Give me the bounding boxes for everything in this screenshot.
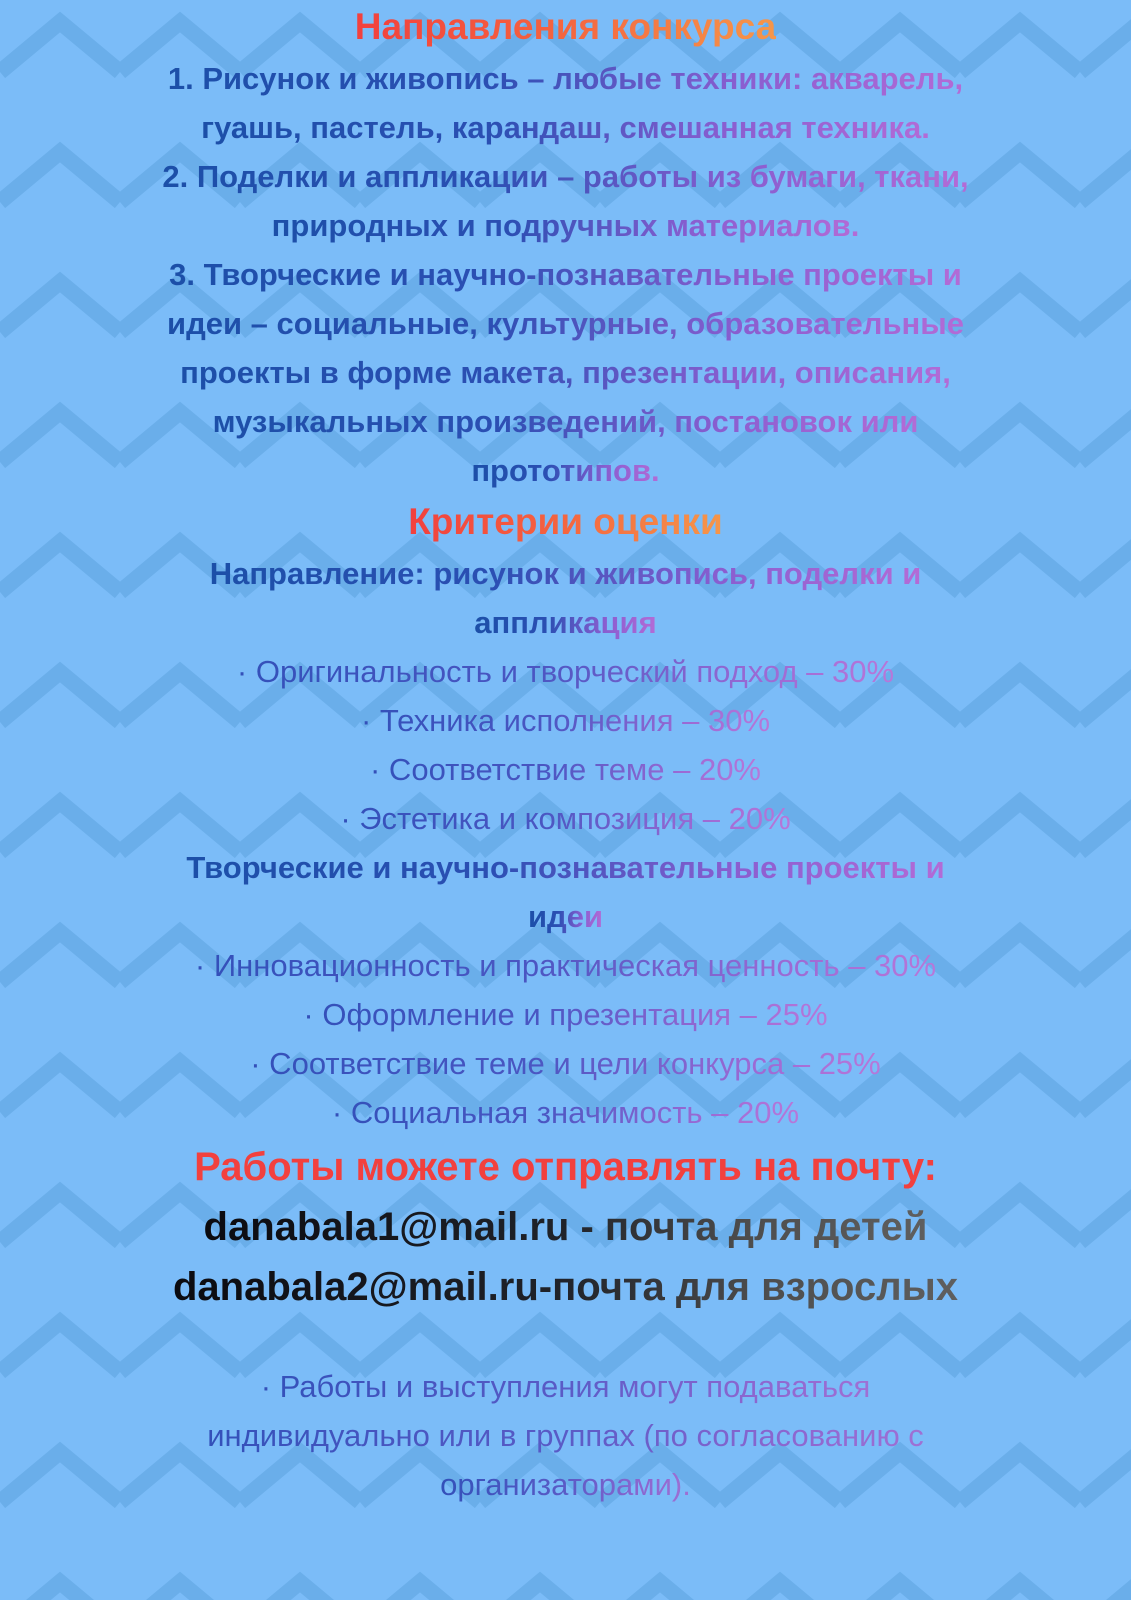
email-adults <box>40 1257 1091 1317</box>
spacer <box>40 1317 1091 1362</box>
direction-2-line-1: 2. Поделки и аппликации – работы из бумаги, ткани, <box>40 152 1091 201</box>
criteria-item: · Техника исполнения – 30% <box>40 696 1091 745</box>
direction-3-line-3: проекты в форме макета, презентации, описания, <box>40 348 1091 397</box>
criteria-item: · Соответствие теме и цели конкурса – 25% <box>40 1039 1091 1088</box>
criteria-item: · Социальная значимость – 20% <box>40 1088 1091 1137</box>
note-line-1: · Работы и выступления могут подаваться <box>40 1362 1091 1411</box>
criteria-item: · Эстетика и композиция – 20% <box>40 794 1091 843</box>
criteria-title <box>40 495 1091 549</box>
criteria-title-text: Критерии оценки <box>408 495 723 549</box>
direction-paragraph-1 <box>40 54 1091 152</box>
criteria-group-1-heading-line-2: аппликация <box>40 598 1091 647</box>
note-line-3: организаторами). <box>40 1460 1091 1509</box>
directions-title-text: Направления конкурса <box>355 0 776 54</box>
direction-paragraph-3 <box>40 250 1091 495</box>
criteria-item: · Оригинальность и творческий подход – 30% <box>40 647 1091 696</box>
direction-3-line-1: 3. Творческие и научно-познавательные проекты и <box>40 250 1091 299</box>
direction-2-line-2: природных и подручных материалов. <box>40 201 1091 250</box>
direction-3-line-4: музыкальных произведений, постановок или <box>40 397 1091 446</box>
criteria-item: · Соответствие теме – 20% <box>40 745 1091 794</box>
criteria-group-1 <box>40 549 1091 843</box>
criteria-item: · Оформление и презентация – 25% <box>40 990 1091 1039</box>
note-line-2: индивидуально или в группах (по согласованию с <box>40 1411 1091 1460</box>
poster-content <box>40 0 1091 1509</box>
criteria-group-2 <box>40 843 1091 1137</box>
direction-1-line-1: 1. Рисунок и живопись – любые техники: акварель, <box>40 54 1091 103</box>
email-children <box>40 1197 1091 1257</box>
note-block <box>40 1362 1091 1509</box>
criteria-item: · Инновационность и практическая ценность – 30% <box>40 941 1091 990</box>
direction-paragraph-2 <box>40 152 1091 250</box>
direction-1-line-2: гуашь, пастель, карандаш, смешанная техника. <box>40 103 1091 152</box>
directions-title <box>40 0 1091 54</box>
criteria-group-2-heading-line-2: идеи <box>40 892 1091 941</box>
criteria-group-1-heading-line-1: Направление: рисунок и живопись, поделки и <box>40 549 1091 598</box>
submission-heading: Работы можете отправлять на почту: <box>194 1145 937 1189</box>
criteria-group-2-heading-line-1: Творческие и научно-познавательные проекты и <box>40 843 1091 892</box>
email-adults-text[interactable]: danabala2@mail.ru-почта для взрослых <box>173 1257 958 1317</box>
direction-3-line-2: идеи – социальные, культурные, образовательные <box>40 299 1091 348</box>
direction-3-line-5: прототипов. <box>40 446 1091 495</box>
email-children-text[interactable]: danabala1@mail.ru - почта для детей <box>204 1197 928 1257</box>
